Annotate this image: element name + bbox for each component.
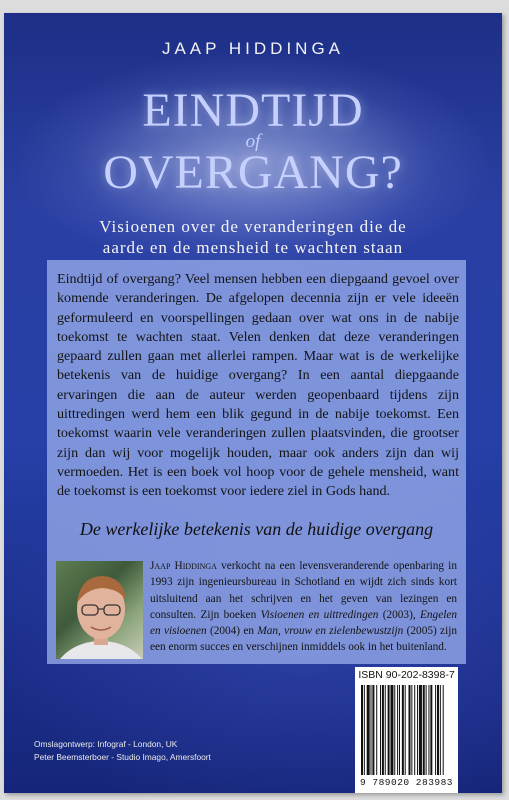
barcode-bar [380, 685, 381, 775]
barcode-bar [402, 685, 404, 775]
barcode-bar [409, 685, 411, 775]
bio-book-3: Man, vrouw en zielenbewustzijn [257, 625, 404, 638]
bio-book-2: Engelen en visioenen [150, 608, 458, 638]
barcode-box [355, 667, 458, 793]
bio-text-4: (2005) zijn een enorm succes en verschijnen inmiddels ook in het buitenland. [150, 625, 457, 654]
barcode-bar [399, 685, 400, 775]
isbn-label: ISBN 90-202-8398-7 [358, 669, 455, 681]
bio-book-1: Visioenen en uittredingen [260, 608, 379, 621]
barcode-bar [419, 685, 422, 775]
author-photo [56, 561, 143, 659]
subtitle [4, 216, 502, 258]
author-name: JAAP HIDDINGA [161, 39, 345, 58]
barcode-bar [385, 685, 386, 775]
credit-line-2: Peter Beemsterboer - Studio Imago, Amersfoort [34, 752, 211, 762]
blurb-text: Eindtijd of overgang? Veel mensen hebben een diepgaand gevoel over komende veranderingen. De afgelopen decennia zijn er vele ideeën geformuleerd en voorspellingen gedaan over wat ons in de nabije toekomst te wachten staat. Velen denken dat deze veranderingen gepaard zullen gaan met allerlei rampen. Maar wat is de werkelijke betekenis van de huidige overgang? In een aantal diepgaande ervaringen die aan de auteur werden geopenbaard tijdens zijn uittredingen werd hem een blik gegund in de nabije toekomst. Een toekomst waarin vele veranderingen zullen plaatsvinden, die grootser zijn dan wij voor mogelijk houden, maar ook anders zijn dan wij vermoeden. Het is een boek vol hoop voor de gehele mensheid, want de toekomst is een toekomst voor iedere ziel in Gods hand. [57, 271, 459, 500]
barcode-bar [405, 685, 406, 775]
barcode-bar [437, 685, 439, 775]
tagline: De werkelijke betekenis van de huidige overgang [79, 519, 434, 539]
barcode-bar [443, 685, 444, 775]
barcode-bar [371, 685, 372, 775]
barcode-bar [390, 685, 393, 775]
barcode-bar [426, 685, 427, 775]
barcode-bar [435, 685, 436, 775]
bio-text-1: verkocht na een levensveranderende openbaring in 1993 zijn ingenieursbureau in Schotland en wijdt zich sinds kort uitsluitend aan het schrijven en het geven van lezingen en consulten. Zijn boeken [150, 560, 457, 621]
barcode-bar [428, 685, 429, 775]
barcode-bar [440, 685, 441, 775]
title-line-1: EINDTIJD [142, 84, 364, 137]
bio-text-3: (2004) en [206, 625, 258, 638]
title-line-2: OVERGANG? [103, 146, 403, 199]
author-portrait-icon [56, 561, 143, 659]
barcode-bar [423, 685, 425, 775]
barcode-bar [376, 685, 377, 775]
subtitle-line-1: Visioenen over de veranderingen die de [99, 217, 407, 236]
book-back-cover [4, 13, 502, 793]
bio-author-name: Jaap Hiddinga [150, 560, 217, 572]
barcode-bar [382, 685, 384, 775]
credit-line-1: Omslagontwerp: Infograf - London, UK [34, 739, 178, 749]
author-bio [150, 558, 457, 656]
barcode-bar [372, 685, 374, 775]
description-panel [47, 260, 466, 664]
barcode-bar [417, 685, 418, 775]
subtitle-line-2: aarde en de mensheid te wachten staan [102, 238, 404, 257]
barcode-bar [364, 685, 365, 775]
bio-text-2: (2003), [378, 608, 420, 621]
barcode-number: 9 789020 283983 [359, 777, 453, 788]
barcode-bar [361, 685, 363, 775]
barcode-bar [367, 685, 370, 775]
barcode-icon [361, 685, 452, 775]
barcode-bar [414, 685, 415, 775]
barcode-bar [397, 685, 398, 775]
barcode-bar [388, 685, 390, 775]
title-of: of [245, 131, 261, 152]
barcode-bar [411, 685, 412, 775]
barcode-bar [430, 685, 432, 775]
cover-credits [34, 738, 211, 764]
barcode-bar [394, 685, 395, 775]
